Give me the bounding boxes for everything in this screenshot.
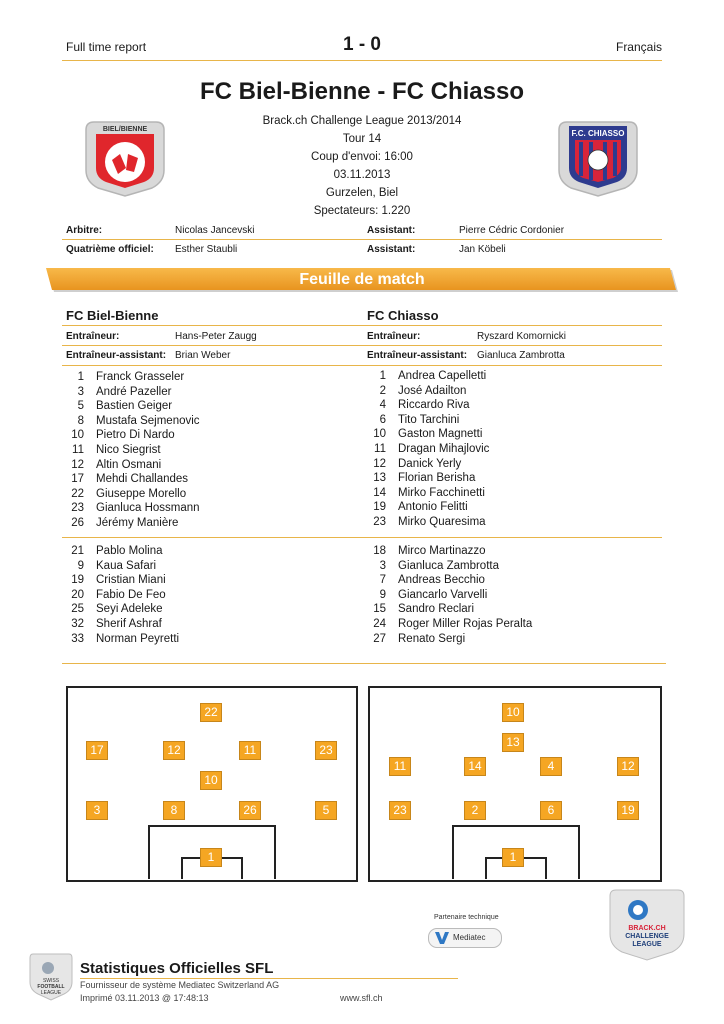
away-team-crest-icon <box>555 112 641 198</box>
venue: Gurzelen, Biel <box>325 187 399 199</box>
home-crest-text: BIEL/BIENNE <box>102 126 148 133</box>
away-formation-player-badge: 1 <box>502 848 524 867</box>
away-starters-player-row <box>362 500 662 515</box>
shirt-number: 1 <box>379 370 386 382</box>
player-name: Mirko Facchinetti <box>398 486 485 499</box>
away-subs-list <box>362 544 662 646</box>
spectators: Spectateurs: 1.220 <box>313 205 411 217</box>
player-name: Sherif Ashraf <box>96 617 162 630</box>
away-starters-player-row <box>362 471 662 486</box>
mediatec-mark-icon <box>435 932 449 944</box>
away-starters-player-row <box>362 442 662 457</box>
fourth-official-name: Esther Staubli <box>175 244 238 255</box>
shirt-number: 23 <box>71 502 84 515</box>
sfl-logo-icon <box>28 950 74 1002</box>
shirt-number: 19 <box>373 501 386 514</box>
player-name: Giuseppe Morello <box>96 487 187 500</box>
assistant2-label: Assistant: <box>367 244 416 255</box>
player-name: Riccardo Riva <box>398 399 470 412</box>
officials-divider <box>62 239 662 240</box>
home-formation-player-badge: 11 <box>239 741 261 760</box>
away-subs-player-row <box>362 602 662 617</box>
shirt-number: 33 <box>71 632 84 645</box>
away-crest-text: F.C. CHIASSO <box>571 129 625 138</box>
away-formation-player-badge: 13 <box>502 733 524 752</box>
player-name: Gianluca Hossmann <box>96 502 200 515</box>
away-starters-player-row <box>362 486 662 501</box>
svg-text:LEAGUE: LEAGUE <box>632 941 662 948</box>
player-name: Dragan Mihajlovic <box>398 442 490 455</box>
player-name: Cristian Miani <box>96 574 166 587</box>
away-subs-player-row <box>362 617 662 632</box>
away-formation-player-badge: 4 <box>540 757 562 776</box>
kickoff: Coup d'envoi: 16:00 <box>311 151 413 163</box>
player-name: Nico Siegrist <box>96 443 161 456</box>
player-name: Fabio De Feo <box>96 588 166 601</box>
away-formation-player-badge: 2 <box>464 801 486 820</box>
player-name: Danick Yerly <box>398 457 462 470</box>
printed-timestamp: Imprimé 03.11.2013 @ 17:48:13 <box>80 993 209 1003</box>
away-starters-player-row <box>362 369 662 384</box>
home-starters-player-row <box>60 443 350 458</box>
shirt-number: 10 <box>373 428 386 441</box>
away-team-name: FC Chiasso <box>367 308 439 323</box>
home-formation-player-badge: 1 <box>200 848 222 867</box>
away-coach: Ryszard Komornicki <box>477 331 566 342</box>
home-formation-player-badge: 17 <box>86 741 108 760</box>
shirt-number: 25 <box>71 603 84 616</box>
home-coach: Hans-Peter Zaugg <box>175 331 257 342</box>
shirt-number: 6 <box>379 413 386 426</box>
home-subs-player-row <box>60 573 350 588</box>
home-starters-player-row <box>60 472 350 487</box>
shirt-number: 20 <box>71 588 84 601</box>
svg-text:FOOTBALL: FOOTBALL <box>37 984 65 990</box>
player-name: Altin Osmani <box>96 458 162 471</box>
shirt-number: 10 <box>71 429 84 442</box>
home-starters-player-row <box>60 414 350 429</box>
shirt-number: 12 <box>373 457 386 470</box>
shirt-number: 22 <box>71 487 84 500</box>
website-link[interactable]: www.sfl.ch <box>340 993 383 1003</box>
home-starters-player-row <box>60 370 350 385</box>
player-name: Mehdi Challandes <box>96 473 189 486</box>
player-name: Gianluca Zambrotta <box>398 559 499 572</box>
shirt-number: 24 <box>373 617 386 630</box>
home-subs-list <box>60 544 350 646</box>
shirt-number: 23 <box>373 515 386 528</box>
player-name: Roger Miller Rojas Peralta <box>398 617 533 630</box>
shirt-number: 27 <box>373 632 386 645</box>
home-formation-player-badge: 5 <box>315 801 337 820</box>
away-subs-player-row <box>362 573 662 588</box>
home-starters-player-row <box>60 501 350 516</box>
shirt-number: 3 <box>77 385 84 398</box>
home-subs-player-row <box>60 617 350 632</box>
away-formation-player-badge: 12 <box>617 757 639 776</box>
player-name: Andreas Becchio <box>398 574 485 587</box>
player-name: Andrea Capelletti <box>398 370 487 382</box>
mediatec-name: Mediatec <box>453 933 486 942</box>
player-name: Tito Tarchini <box>398 413 460 426</box>
away-starters-player-row <box>362 398 662 413</box>
mediatec-logo <box>428 928 502 948</box>
shirt-number: 19 <box>71 574 84 587</box>
player-name: Bastien Geiger <box>96 400 173 413</box>
away-formation-player-badge: 23 <box>389 801 411 820</box>
player-name: José Adailton <box>398 384 467 397</box>
partner-label: Partenaire technique <box>434 914 499 921</box>
away-subs-player-row <box>362 632 662 647</box>
home-team-name: FC Biel-Bienne <box>66 308 159 323</box>
language-selector[interactable]: Français <box>615 40 662 54</box>
report-type-label: Full time report <box>66 40 147 54</box>
player-name: Renato Sergi <box>398 632 466 645</box>
player-name: Gaston Magnetti <box>398 428 483 441</box>
player-name: Antonio Felitti <box>398 501 468 514</box>
svg-text:SWISS: SWISS <box>42 978 60 984</box>
away-starters-list <box>362 369 662 530</box>
player-name: Seyi Adeleke <box>96 603 163 616</box>
competition: Brack.ch Challenge League 2013/2014 <box>262 115 462 127</box>
shirt-number: 3 <box>379 559 386 572</box>
coach-divider <box>62 345 662 346</box>
shirt-number: 11 <box>72 443 84 456</box>
referee-label: Arbitre: <box>66 225 103 236</box>
shirt-number: 4 <box>379 399 386 412</box>
shirt-number: 18 <box>373 545 386 557</box>
away-formation-player-badge: 11 <box>389 757 411 776</box>
shirt-number: 9 <box>77 559 84 572</box>
player-name: Mirco Martinazzo <box>398 545 486 557</box>
assistant2-name: Jan Köbeli <box>459 244 506 255</box>
away-subs-player-row <box>362 559 662 574</box>
player-name: Jérémy Manière <box>96 516 179 529</box>
home-starters-player-row <box>60 385 350 400</box>
shirt-number: 12 <box>71 458 84 471</box>
final-score: 1 - 0 <box>342 34 382 55</box>
starters-divider <box>62 537 662 538</box>
home-formation-player-badge: 22 <box>200 703 222 722</box>
shirt-number: 8 <box>77 414 84 427</box>
shirt-number: 5 <box>77 400 84 413</box>
home-coach-label: Entraîneur: <box>66 331 120 342</box>
home-subs-player-row <box>60 559 350 574</box>
footer-title: Statistiques Officielles SFL <box>80 960 274 977</box>
home-assistant-coach: Brian Weber <box>175 350 231 361</box>
player-name: Mustafa Sejmenovic <box>96 414 200 427</box>
system-supplier: Fournisseur de système Mediatec Switzerland AG <box>80 980 280 990</box>
home-starters-player-row <box>60 516 350 531</box>
player-name: Giancarlo Varvelli <box>398 588 488 601</box>
home-team-crest-icon <box>82 112 168 198</box>
home-formation-player-badge: 23 <box>315 741 337 760</box>
home-formation-player-badge: 26 <box>239 801 261 820</box>
away-formation-player-badge: 6 <box>540 801 562 820</box>
home-formation-player-badge: 3 <box>86 801 108 820</box>
subs-divider <box>62 663 666 664</box>
shirt-number: 11 <box>374 442 386 455</box>
home-subs-player-row <box>60 588 350 603</box>
shirt-number: 17 <box>71 473 84 486</box>
player-name: Sandro Reclari <box>398 603 475 616</box>
away-starters-player-row <box>362 384 662 399</box>
home-formation-player-badge: 10 <box>200 771 222 790</box>
away-formation-player-badge: 10 <box>502 703 524 722</box>
header-divider <box>62 60 662 61</box>
home-subs-player-row <box>60 602 350 617</box>
match-date: 03.11.2013 <box>333 169 391 181</box>
shirt-number: 9 <box>379 588 386 601</box>
svg-text:LEAGUE: LEAGUE <box>40 990 62 996</box>
shirt-number: 21 <box>71 545 84 557</box>
away-subs-player-row <box>362 544 662 559</box>
fourth-official-label: Quatrième officiel: <box>66 244 154 255</box>
home-formation-player-badge: 12 <box>163 741 185 760</box>
home-subs-player-row <box>60 544 350 559</box>
player-name: Pablo Molina <box>96 545 163 557</box>
shirt-number: 32 <box>71 617 84 630</box>
away-formation-player-badge: 14 <box>464 757 486 776</box>
player-name: Kaua Safari <box>96 559 157 572</box>
match-title: FC Biel-Bienne - FC Chiasso <box>199 78 525 105</box>
shirt-number: 13 <box>373 472 386 485</box>
player-name: Florian Berisha <box>398 472 476 485</box>
home-starters-player-row <box>60 458 350 473</box>
player-name: Mirko Quaresima <box>398 515 486 528</box>
shirt-number: 26 <box>71 516 84 529</box>
assistant-divider <box>62 365 662 366</box>
player-name: Pietro Di Nardo <box>96 429 175 442</box>
shirt-number: 1 <box>77 371 84 383</box>
section-title: Feuille de match <box>299 271 425 288</box>
home-formation-player-badge: 8 <box>163 801 185 820</box>
challenge-league-logo-icon <box>608 882 686 962</box>
referee-name: Nicolas Jancevski <box>175 225 255 236</box>
away-subs-player-row <box>362 588 662 603</box>
svg-text:BRACK.CH: BRACK.CH <box>628 925 666 932</box>
assistant1-label: Assistant: <box>367 225 416 236</box>
home-starters-player-row <box>60 399 350 414</box>
player-name: Norman Peyretti <box>96 632 180 645</box>
home-assistant-label: Entraîneur-assistant: <box>66 350 167 361</box>
player-name: Franck Grasseler <box>96 371 185 383</box>
away-assistant-label: Entraîneur-assistant: <box>367 350 468 361</box>
svg-text:CHALLENGE: CHALLENGE <box>625 933 669 940</box>
away-starters-player-row <box>362 427 662 442</box>
away-starters-player-row <box>362 413 662 428</box>
away-starters-player-row <box>362 457 662 472</box>
away-coach-label: Entraîneur: <box>367 331 421 342</box>
shirt-number: 15 <box>373 603 386 616</box>
home-starters-player-row <box>60 487 350 502</box>
home-subs-player-row <box>60 632 350 647</box>
player-name: André Pazeller <box>96 385 172 398</box>
round: Tour 14 <box>342 133 382 145</box>
teams-divider <box>62 325 662 326</box>
home-starters-list <box>60 370 350 531</box>
away-starters-player-row <box>362 515 662 530</box>
away-formation-player-badge: 19 <box>617 801 639 820</box>
shirt-number: 14 <box>373 486 386 499</box>
home-starters-player-row <box>60 428 350 443</box>
away-assistant-coach: Gianluca Zambrotta <box>477 350 565 361</box>
assistant1-name: Pierre Cédric Cordonier <box>459 225 565 236</box>
shirt-number: 2 <box>379 384 386 397</box>
footer-divider <box>80 978 458 979</box>
shirt-number: 7 <box>379 574 386 587</box>
